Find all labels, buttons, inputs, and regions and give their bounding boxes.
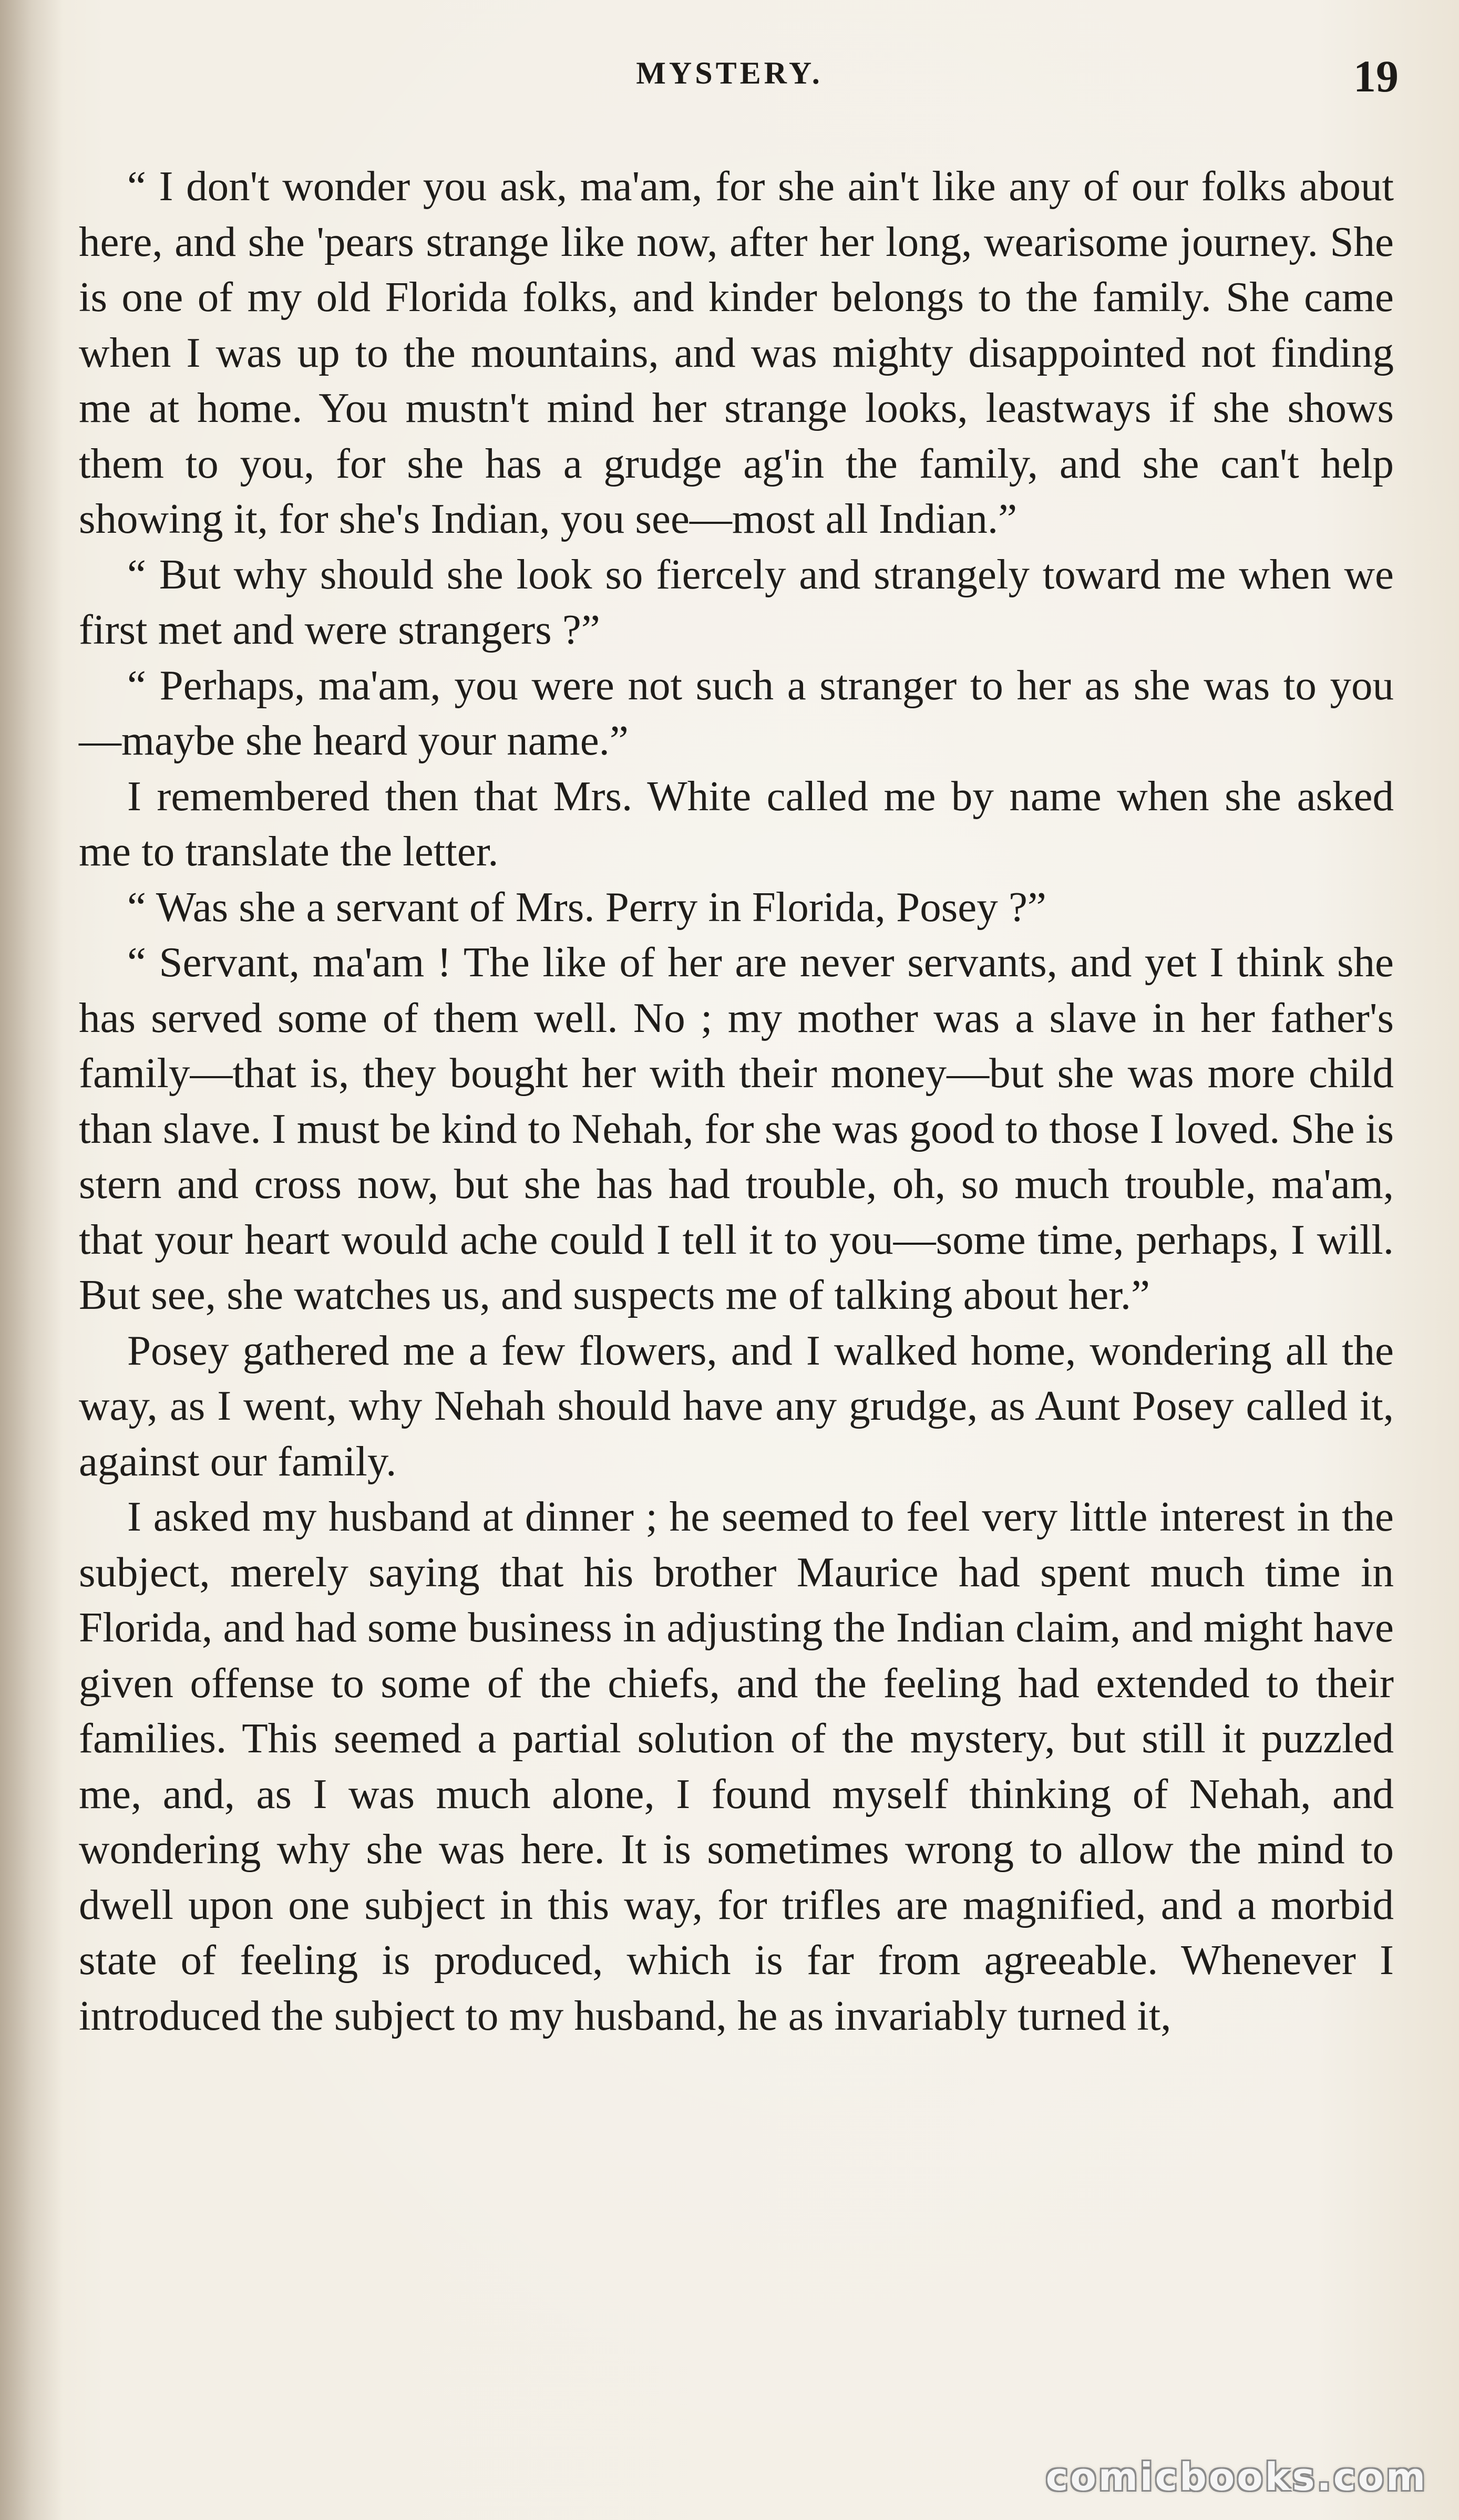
body-text <box>79 159 1394 2043</box>
paragraph: “ Perhaps, ma'am, you were not such a stranger to her as she was to you—maybe she heard your name.” <box>79 661 1394 764</box>
page-number: 19 <box>1353 51 1399 101</box>
gutter-shadow <box>0 0 63 2520</box>
watermark: comicbooks.com <box>1045 2455 1427 2499</box>
paragraph: “ Servant, ma'am ! The like of her are never servants, and yet I think she has served some of them well. No ; my mother was a slave in her father's family—that is, they bought her with their money—but she was more child than slave. I must be kind to Nehah, for she was good to those I loved. She is stern and cross now, but she has had trouble, oh, so much trouble, ma'am, that your heart would ache could I tell it to you—some time, perhaps, I will. But see, she watches us, and suspects me of talking about her.” <box>79 938 1394 1318</box>
paragraph: Posey gathered me a few flowers, and I walked home, wondering all the way, as I went, why Nehah should have any grudge, as Aunt Posey called it, against our family. <box>79 1326 1394 1485</box>
paragraph: I asked my husband at dinner ; he seemed to feel very little interest in the subject, merely saying that his brother Maurice had spent much time in Florida, and had some business in adjusting the Indian claim, and might have given offense to some of the chiefs, and the feeling had extended to their families. This seemed a partial solution of the mystery, but still it puzzled me, and, as I was much alone, I found myself thinking of Nehah, and wondering why she was here. It is sometimes wrong to allow the mind to dwell upon one subject in this way, for trifles are magnified, and a morbid state of feeling is produced, which is far from agreeable. Whenever I introduced the subject to my husband, he as invariably turned it, <box>79 1493 1394 2039</box>
running-head: MYSTERY. <box>636 56 823 90</box>
paragraph: I remembered then that Mrs. White called me by name when she asked me to translate the letter. <box>79 772 1394 875</box>
paragraph: “ But why should she look so fiercely and strangely toward me when we first met and were strangers ?” <box>79 550 1394 653</box>
paragraph: “ Was she a servant of Mrs. Perry in Florida, Posey ?” <box>127 883 1046 931</box>
paragraph: “ I don't wonder you ask, ma'am, for she ain't like any of our folks about here, and she 'pears strange like now, after her long, wearisome journey. She is one of my old Florida folks, and kinder belongs to the family. She came when I was up to the mountains, and was mighty disappointed not finding me at home. You mustn't mind her strange looks, leastways if she shows them to you, for she has a grudge ag'in the family, and she can't help showing it, for she's Indian, you see—most all Indian.” <box>79 162 1394 542</box>
